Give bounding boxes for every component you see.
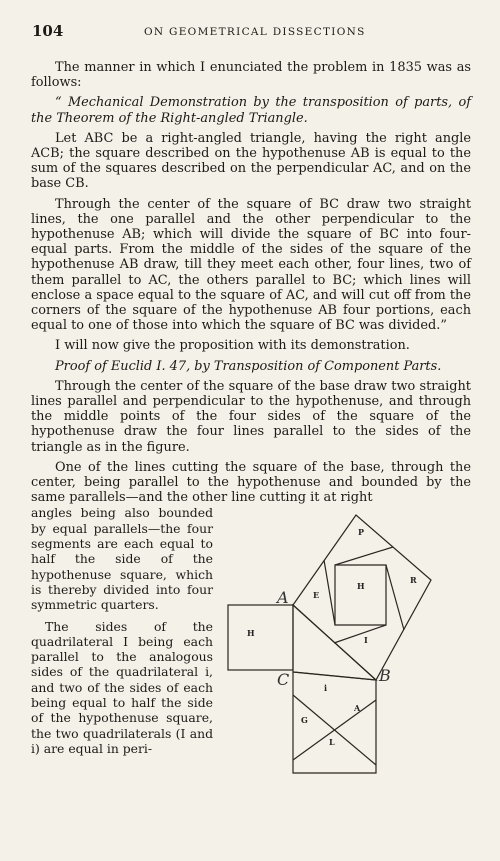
geometric-dissection-figure <box>221 505 436 790</box>
inner-square <box>335 565 386 625</box>
label-I: I <box>364 635 368 646</box>
diagonal-line <box>293 700 376 760</box>
paragraph: I will now give the proposition with its demonstration. <box>55 338 410 354</box>
paragraph: The sides of the quadrilateral I being each parallel to the analogous sides of the quadrilateral i, and two of the sides of each being equal to half the side of the hypothenuse square, the two quadrilaterals (I and i) are equal in peri- <box>31 618 213 756</box>
quote-title: “ Mechanical Demonstration by the transposition of parts, of the Theorem of the Right-angled Triangle. <box>31 95 471 126</box>
dissection-diagram <box>221 505 436 790</box>
label-E: E <box>313 590 320 601</box>
paragraph: Through the center of the square of the base draw two straight lines parallel and perpendicular to the hypothenuse, and through the middle points of the four sides of the square of the hypothenuse draw the four lines parallel to the sides of the triangle as in the figure. <box>31 378 471 455</box>
label-P: P <box>358 527 365 538</box>
paragraph: One of the lines cutting the square of the base, through the center, being parallel to the hypothenuse and bounded by the same parallels—and the other line cutting it at right <box>31 459 471 506</box>
label-A-small: A <box>354 703 361 714</box>
running-title: ON GEOMETRICAL DISSECTIONS <box>144 26 366 38</box>
label-i: i <box>324 683 328 694</box>
page-header <box>32 22 470 40</box>
label-R: R <box>410 575 417 586</box>
vertex-label-A: A <box>277 588 289 608</box>
figure-wrap-block <box>31 505 471 756</box>
vertex-label-C: C <box>277 670 290 690</box>
section-heading: Proof of Euclid I. 47, by Transposition of Component Parts. <box>55 358 442 374</box>
dividing-line <box>386 565 404 630</box>
dividing-line <box>335 547 393 565</box>
paragraph: angles being also bounded by equal parallels—the four segments are each equal to half the side of the hypothenuse square, which is thereby divided into four symmetric quarters. <box>31 505 213 613</box>
label-G: G <box>301 715 308 726</box>
paragraph: The manner in which I enunciated the problem in 1835 was as follows: <box>31 60 471 91</box>
vertex-label-B: B <box>379 666 391 686</box>
label-L: L <box>329 737 335 748</box>
dividing-line <box>324 560 335 625</box>
paragraph: Through the center of the square of BC draw two straight lines, the one parallel and the other perpendicular to the hypothenuse AB; which will divide the square of BC into four-equal parts. From the middle of the sides of the square of the hypothenuse AB draw, till they meet each other, four lines, two of them parallel to AC, the others parallel to BC; which lines will enclose a space equal to the square of AC, and will cut off from the corners of the square of the hypothenuse AB four portions, each equal to one of those into which the square of BC was divided.” <box>31 196 471 334</box>
figure-side-text <box>31 505 213 756</box>
page-number: 104 <box>32 22 64 40</box>
paragraph: Let ABC be a right-angled triangle, having the right angle ACB; the square described on the hypothenuse AB is equal to the sum of the squares described on the perpendicular AC, and on the base CB. <box>31 130 471 192</box>
label-H-left: H <box>247 628 255 639</box>
page-body <box>31 60 471 762</box>
label-H-inner: H <box>357 581 365 592</box>
left-square <box>228 605 293 670</box>
dividing-line <box>334 625 386 646</box>
